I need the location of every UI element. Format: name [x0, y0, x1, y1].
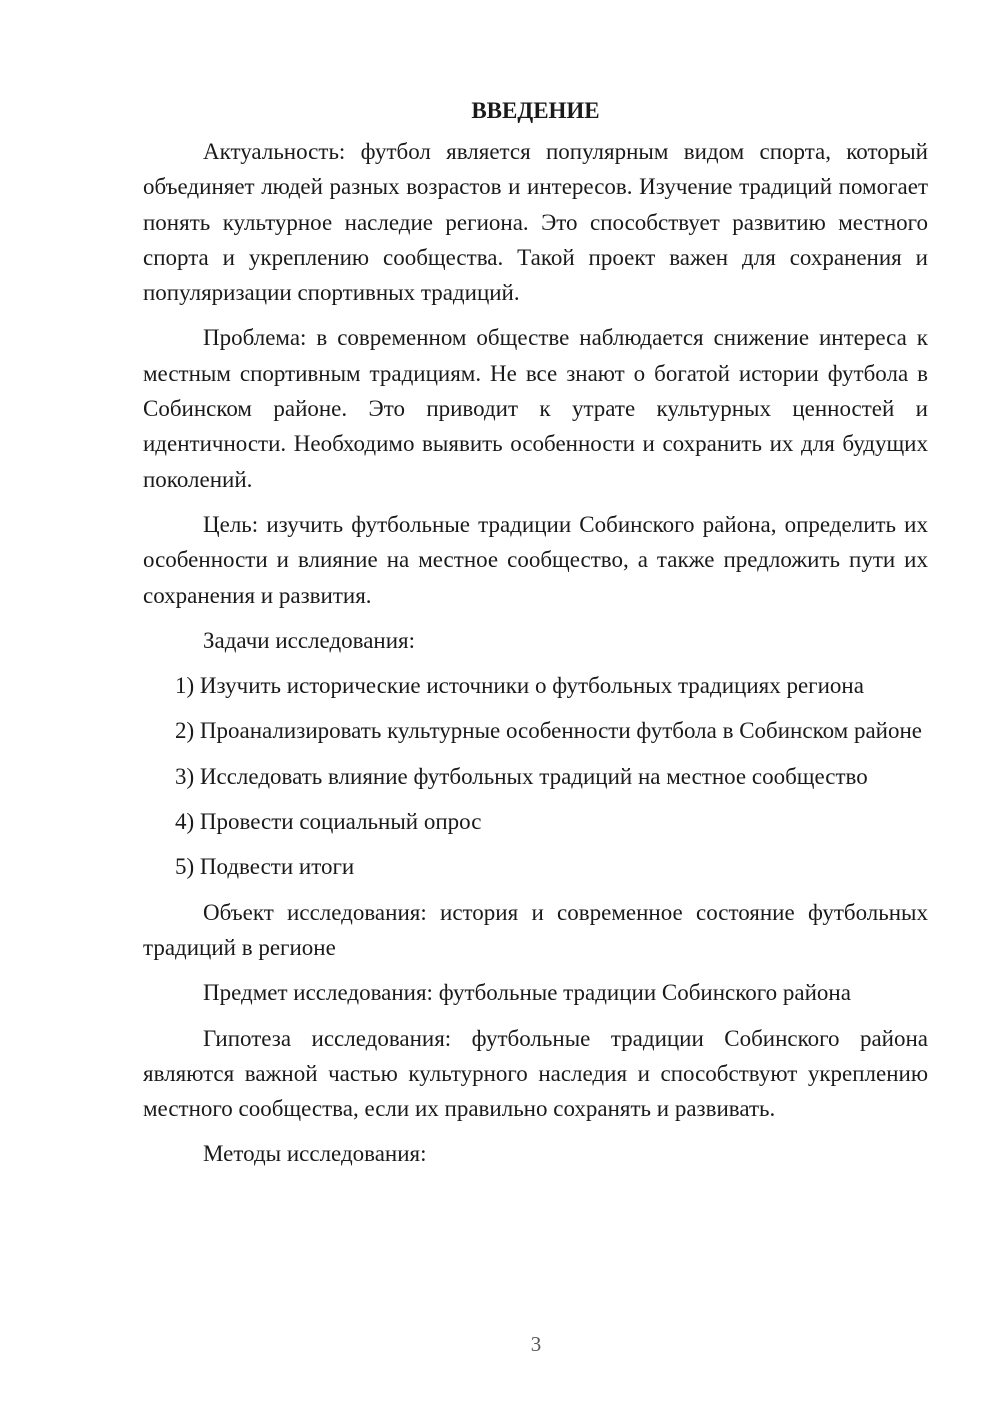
task-item-3: 3) Исследовать влияние футбольных традиций на местное сообщество: [175, 763, 868, 789]
task-item-2: 2) Проанализировать культурные особенности футбола в Собинском районе: [175, 718, 922, 744]
task-item-1: 1) Изучить исторические источники о футбольных традициях региона: [175, 673, 864, 699]
task-item-4: 4) Провести социальный опрос: [175, 809, 482, 835]
task-item-5: 5) Подвести итоги: [175, 854, 355, 880]
methods-title: Методы исследования:: [203, 1141, 427, 1167]
subject-paragraph: Предмет исследования: футбольные традиции Собинского района: [203, 980, 851, 1006]
page-number: 3: [530, 1332, 542, 1356]
document-page: [143, 93, 928, 1172]
hypothesis-paragraph: Гипотеза исследования: футбольные традиции Собинского района являются важной частью культурного наследия и способствуют укреплению местного сообщества, если их правильно сохранять и развивать.: [143, 1025, 928, 1122]
object-paragraph: Объект исследования: история и современное состояние футбольных традиций в регионе: [143, 899, 928, 960]
problem-paragraph: Проблема: в современном обществе наблюдается снижение интереса к местным спортивным традициям. Не все знают о богатой истории футбола в Собинском районе. Это приводит к утрате культурных ценностей и идентичности. Необходимо выявить особенности и сохранить их для будущих поколений.: [143, 325, 928, 492]
tasks-list: [143, 668, 928, 884]
relevance-paragraph: Актуальность: футбол является популярным видом спорта, который объединяет людей разных возрастов и интересов. Изучение традиций помогает понять культурное наследие региона. Это способствует развитию местного спорта и укреплению сообщества. Такой проект важен для сохранения и популяризации спортивных традиций.: [143, 139, 928, 306]
tasks-title: Задачи исследования:: [203, 627, 416, 653]
section-heading: ВВЕДЕНИЕ: [471, 98, 600, 123]
goal-paragraph: Цель: изучить футбольные традиции Собинского района, определить их особенности и влияние на местное сообщество, а также предложить пути их сохранения и развития.: [143, 511, 928, 608]
